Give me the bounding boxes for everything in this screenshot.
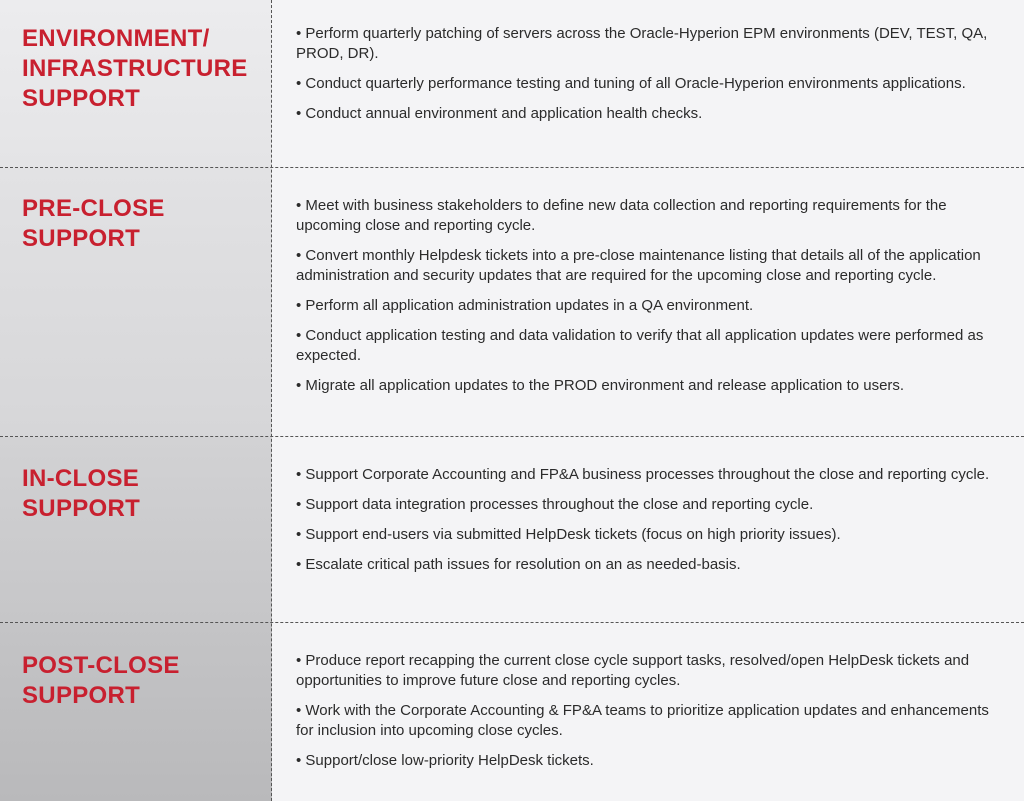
list-item: • Support Corporate Accounting and FP&A business processes throughout the close and reporting cycle.: [296, 466, 990, 483]
section-content-panel: [273, 623, 1024, 801]
vertical-dashed-divider: [271, 0, 272, 801]
section-title: [22, 651, 180, 711]
list-item: • Escalate critical path issues for resolution on an as needed-basis.: [296, 556, 741, 573]
section-title-line: POST-CLOSE: [22, 652, 180, 679]
list-item: • Support end-users via submitted HelpDesk tickets (focus on high priority issues).: [296, 526, 841, 543]
section-title-panel: [0, 623, 272, 801]
horizontal-dashed-divider: [0, 436, 1024, 437]
section-title-panel: [0, 0, 272, 168]
section-title-line: SUPPORT: [22, 682, 141, 709]
list-item: • Convert monthly Helpdesk tickets into a pre-close maintenance listing that details all of the application administration and security updates that are required for the upcoming close and reporting cycle.: [296, 247, 981, 284]
section-title-line: IN-CLOSE: [22, 465, 140, 492]
list-item: • Conduct application testing and data validation to verify that all application updates were performed as expected.: [296, 327, 984, 364]
section-content-panel: [273, 437, 1024, 623]
task-list: [296, 196, 994, 406]
list-item: • Produce report recapping the current close cycle support tasks, resolved/open HelpDesk tickets and opportunities to improve future close and reporting cycles.: [296, 652, 970, 689]
list-item: • Conduct annual environment and application health checks.: [296, 105, 703, 122]
task-list: [296, 651, 994, 781]
horizontal-dashed-divider: [0, 622, 1024, 623]
section-title-line: INFRASTRUCTURE: [22, 55, 248, 82]
section-title-line: ENVIRONMENT/: [22, 25, 210, 52]
task-list: [296, 465, 994, 585]
section-in-close-support: [0, 437, 1024, 623]
section-title-line: SUPPORT: [22, 85, 141, 112]
section-title-line: SUPPORT: [22, 225, 141, 252]
section-content-panel: [273, 168, 1024, 437]
list-item: • Perform quarterly patching of servers across the Oracle-Hyperion EPM environments (DEV, TEST, QA, PROD, DR).: [296, 25, 988, 62]
list-item: • Migrate all application updates to the PROD environment and release application to users.: [296, 377, 905, 394]
list-item: • Support/close low-priority HelpDesk tickets.: [296, 752, 594, 769]
section-title: [22, 194, 165, 254]
section-environment-infrastructure-support: [0, 0, 1024, 168]
horizontal-dashed-divider: [0, 167, 1024, 168]
section-title-panel: [0, 437, 272, 623]
task-list: [296, 24, 994, 134]
section-title-line: PRE-CLOSE: [22, 195, 165, 222]
section-content-panel: [273, 0, 1024, 168]
section-post-close-support: [0, 623, 1024, 801]
list-item: • Perform all application administration updates in a QA environment.: [296, 297, 754, 314]
list-item: • Support data integration processes throughout the close and reporting cycle.: [296, 496, 814, 513]
section-title-panel: [0, 168, 272, 437]
list-item: • Meet with business stakeholders to define new data collection and reporting requirements for the upcoming close and reporting cycle.: [296, 197, 947, 234]
list-item: • Conduct quarterly performance testing and tuning of all Oracle-Hyperion environments applications.: [296, 75, 966, 92]
section-title-line: SUPPORT: [22, 495, 141, 522]
section-pre-close-support: [0, 168, 1024, 437]
section-title: [22, 24, 248, 114]
section-title: [22, 464, 140, 524]
list-item: • Work with the Corporate Accounting & FP&A teams to prioritize application updates and enhancements for inclusion into upcoming close cycles.: [296, 702, 989, 739]
